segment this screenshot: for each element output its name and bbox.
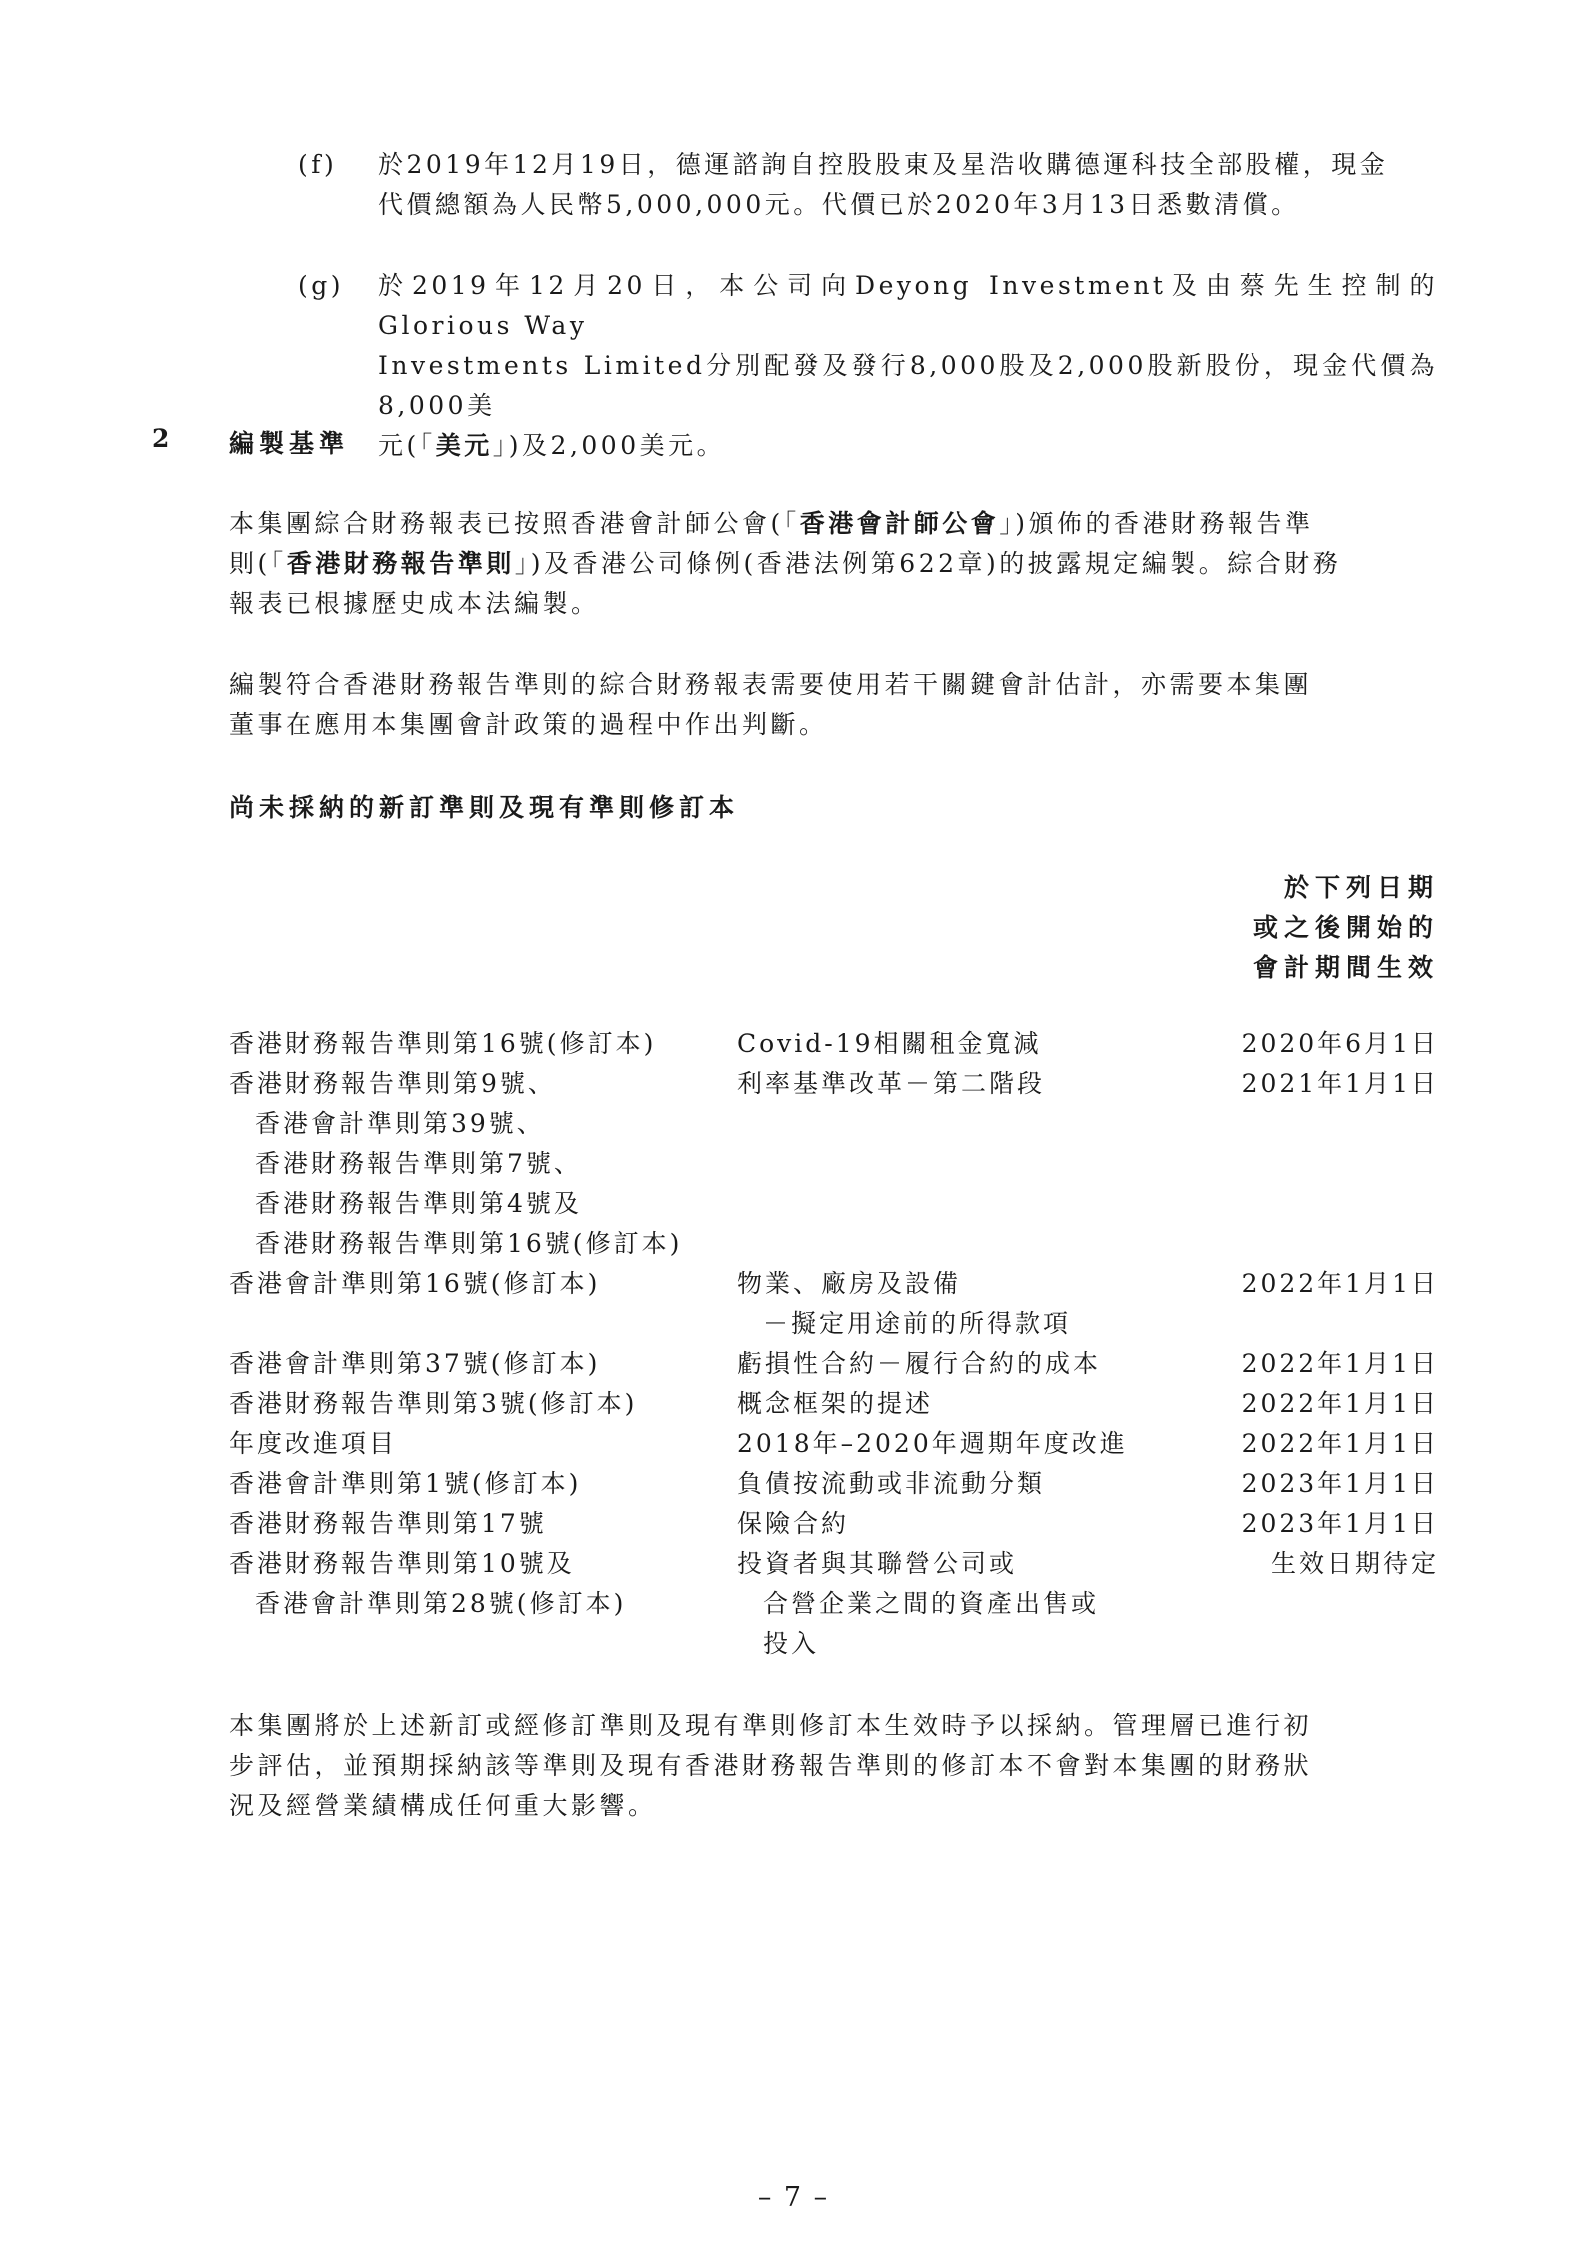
subject-cell xyxy=(737,1024,1237,1064)
standard-line: 香港財務報告準則第9號、 xyxy=(229,1069,556,1098)
item-label: (f) xyxy=(298,150,338,179)
para-line: 步評估，並預期採納該等準則及現有香港財務報告準則的修訂本不會對本集團的財務狀 xyxy=(229,1751,1313,1780)
standard-cell xyxy=(229,1064,737,1264)
standard-cell xyxy=(229,1384,737,1424)
item-label: (g) xyxy=(298,271,345,300)
standard-line: 香港財務報告準則第10號及 xyxy=(229,1549,575,1578)
subject-line: 虧損性合約－履行合約的成本 xyxy=(737,1349,1102,1378)
para-line: 編製符合香港財務報告準則的綜合財務報表需要使用若干關鍵會計估計，亦需要本集團 xyxy=(229,670,1313,699)
standard-cell xyxy=(229,1544,737,1664)
subject-line: 物業、廠房及設備 xyxy=(737,1269,962,1298)
standard-line: 香港會計準則第16號(修訂本) xyxy=(229,1269,601,1298)
text-run: 」)及2,000美元。 xyxy=(492,431,726,460)
subject-line: 合營企業之間的資產出售或 xyxy=(763,1589,1100,1618)
subject-cell xyxy=(737,1344,1237,1384)
standard-line: 香港會計準則第37號(修訂本) xyxy=(229,1349,601,1378)
header-line: 於下列日期 xyxy=(1283,873,1439,902)
date-cell: 2022年1月1日 xyxy=(1241,1349,1439,1378)
defined-term: 香港財務報告準則 xyxy=(286,549,515,578)
item-body xyxy=(378,145,1438,225)
subject-cell xyxy=(737,1464,1237,1504)
standard-cell xyxy=(229,1424,737,1464)
paragraph-adoption xyxy=(229,1706,1439,1826)
table-row xyxy=(229,1264,1439,1344)
text-run: 元(「 xyxy=(378,431,436,460)
header-line: 或之後開始的 xyxy=(1252,913,1439,942)
subject-cell xyxy=(737,1544,1237,1664)
standard-line: 香港財務報告準則第17號 xyxy=(229,1509,547,1538)
standard-cell xyxy=(229,1504,737,1544)
subject-line: －擬定用途前的所得款項 xyxy=(763,1309,1072,1338)
date-cell: 2023年1月1日 xyxy=(1241,1509,1439,1538)
standard-cell xyxy=(229,1464,737,1504)
defined-term: 香港會計師公會 xyxy=(799,509,1000,538)
table-row xyxy=(229,1464,1439,1504)
subject-cell xyxy=(737,1064,1237,1264)
standard-line: 香港財務報告準則第4號及 xyxy=(255,1189,582,1218)
text-run: 」)頒佈的香港財務報告準 xyxy=(999,509,1314,538)
table-row xyxy=(229,1024,1439,1064)
text-run: 本集團綜合財務報表已按照香港會計師公會(「 xyxy=(229,509,800,538)
page-number: – 7 – xyxy=(757,2182,830,2213)
section-title: 編製基準 xyxy=(229,429,350,458)
item-line: 於2019年12月20日，本公司向Deyong Investment及由蔡先生控制的Glorious Way xyxy=(378,271,1438,340)
subheading: 尚未採納的新訂準則及現有準則修訂本 xyxy=(229,793,740,822)
subject-cell xyxy=(737,1504,1237,1544)
table-row xyxy=(229,1064,1439,1264)
standard-line: 香港財務報告準則第3號(修訂本) xyxy=(229,1389,638,1418)
date-cell: 2022年1月1日 xyxy=(1241,1269,1439,1298)
standard-cell xyxy=(229,1024,737,1064)
subject-cell xyxy=(737,1424,1237,1464)
subject-line: 利率基準改革－第二階段 xyxy=(737,1069,1046,1098)
para-line xyxy=(229,504,1439,544)
standard-cell xyxy=(229,1264,737,1344)
date-cell: 2023年1月1日 xyxy=(1241,1469,1439,1498)
item-line: Investments Limited分別配發及發行8,000股及2,000股新股份，現金代價為8,000美 xyxy=(378,351,1438,420)
date-cell: 2020年6月1日 xyxy=(1241,1029,1439,1058)
defined-term: 美元 xyxy=(435,431,493,460)
subject-line: 保險合約 xyxy=(737,1509,850,1538)
section-number: 2 xyxy=(152,424,170,453)
standard-line: 香港財務報告準則第16號(修訂本) xyxy=(229,1029,657,1058)
subject-cell xyxy=(737,1384,1237,1424)
standard-cell xyxy=(229,1344,737,1384)
date-cell: 2022年1月1日 xyxy=(1241,1389,1439,1418)
standard-line: 香港會計準則第28號(修訂本) xyxy=(255,1589,627,1618)
header-line: 會計期間生效 xyxy=(1252,953,1439,982)
standards-table xyxy=(229,1024,1439,1664)
paragraph-basis xyxy=(229,504,1439,624)
standard-line: 香港會計準則第39號、 xyxy=(255,1109,545,1138)
table-row xyxy=(229,1344,1439,1384)
subject-line: 負債按流動或非流動分類 xyxy=(737,1469,1046,1498)
item-line: 於2019年12月19日，德運諮詢自控股股東及星浩收購德運科技全部股權，現金 xyxy=(378,150,1389,179)
standard-line: 香港財務報告準則第7號、 xyxy=(255,1149,582,1178)
table-row xyxy=(229,1544,1439,1664)
effective-date-header xyxy=(1253,868,1439,988)
standard-line: 香港會計準則第1號(修訂本) xyxy=(229,1469,582,1498)
text-run: 」)及香港公司條例(香港法例第622章)的披露規定編製。綜合財務 xyxy=(514,549,1342,578)
para-line: 報表已根據歷史成本法編製。 xyxy=(229,589,600,618)
item-line: 代價總額為人民幣5,000,000元。代價已於2020年3月13日悉數清償。 xyxy=(378,190,1300,219)
paragraph-estimates xyxy=(229,665,1439,745)
date-cell: 生效日期待定 xyxy=(1270,1549,1439,1578)
standard-line: 年度改進項目 xyxy=(229,1429,398,1458)
item-line xyxy=(378,426,1438,466)
para-line: 況及經營業績構成任何重大影響。 xyxy=(229,1791,657,1820)
text-run: 則(「 xyxy=(229,549,287,578)
table-row xyxy=(229,1504,1439,1544)
subject-line: Covid-19相關租金寬減 xyxy=(737,1029,1042,1058)
subject-line: 投資者與其聯營公司或 xyxy=(737,1549,1018,1578)
standard-line: 香港財務報告準則第16號(修訂本) xyxy=(255,1229,683,1258)
para-line xyxy=(229,544,1439,584)
table-row xyxy=(229,1384,1439,1424)
para-line: 本集團將於上述新訂或經修訂準則及現有準則修訂本生效時予以採納。管理層已進行初 xyxy=(229,1711,1313,1740)
date-cell: 2022年1月1日 xyxy=(1241,1429,1439,1458)
subject-line: 2018年–2020年週期年度改進 xyxy=(737,1429,1128,1458)
subject-line: 概念框架的提述 xyxy=(737,1389,934,1418)
subject-line: 投入 xyxy=(763,1629,820,1658)
date-cell: 2021年1月1日 xyxy=(1241,1069,1439,1098)
subject-cell xyxy=(737,1264,1237,1344)
para-line: 董事在應用本集團會計政策的過程中作出判斷。 xyxy=(229,710,828,739)
table-row xyxy=(229,1424,1439,1464)
item-body xyxy=(378,266,1438,466)
